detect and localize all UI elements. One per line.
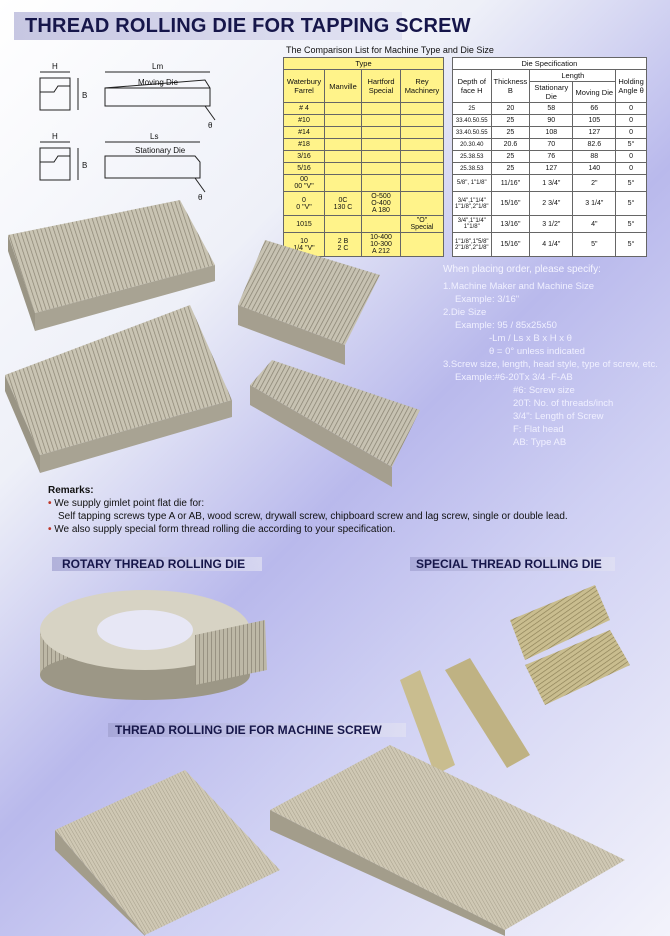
table-row xyxy=(284,103,647,115)
product-photos-flat-dies xyxy=(0,195,440,505)
remarks-heading: Remarks: xyxy=(48,485,94,496)
cell-stationary: 1 3/4" xyxy=(530,175,573,192)
spec-header: Die Specification xyxy=(453,58,647,70)
bullet-icon: • xyxy=(48,498,55,509)
cell-moving: 2" xyxy=(573,175,616,192)
cell-angle: 0 xyxy=(616,163,646,175)
cell-rey xyxy=(401,151,444,163)
stationary-die-profile xyxy=(40,156,70,162)
rotary-title: ROTARY THREAD ROLLING DIE xyxy=(62,557,246,571)
cell-rey xyxy=(401,175,444,192)
order-item: Example:#6-20Tx 3/4 -F-AB xyxy=(455,372,573,383)
table-row xyxy=(284,139,647,151)
bullet-icon: • xyxy=(48,524,55,535)
order-item: AB: Type AB xyxy=(513,437,567,448)
cell-angle: 5° xyxy=(616,139,646,151)
cell-angle: 5° xyxy=(616,233,646,257)
cell-angle: 0 xyxy=(616,115,646,127)
cell-stationary: 4 1/4" xyxy=(530,233,573,257)
label-h: H xyxy=(52,62,58,71)
order-item: 2.Die Size xyxy=(443,307,487,318)
cell-moving: 66 xyxy=(573,103,616,115)
cell-angle: 0 xyxy=(616,103,646,115)
order-item: F: Flat head xyxy=(513,424,564,435)
cell-manville: 2 B 2 C xyxy=(325,233,362,257)
cell-hartford xyxy=(362,115,401,127)
cell-depth: 1"1/8",1"5/8" 2"1/8",2"1/8" xyxy=(453,233,492,257)
order-item: #6: Screw size xyxy=(513,385,575,396)
cell-depth: 25.38.53 xyxy=(453,151,492,163)
cell-manville xyxy=(325,103,362,115)
cell-depth: 5/8", 1"1/8" xyxy=(453,175,492,192)
order-heading: When placing order, please specify: xyxy=(443,264,601,275)
cell-manville: 0C 130 C xyxy=(325,192,362,216)
remark-3: We also supply special form thread rolling die according to your specification. xyxy=(54,524,396,535)
cell-rey xyxy=(401,139,444,151)
cell-hartford xyxy=(362,139,401,151)
order-item: 3.Screw size, length, head style, type of screw, etc. xyxy=(443,359,658,370)
cell-thickness: 11/16" xyxy=(491,175,530,192)
machine-title: THREAD ROLLING DIE FOR MACHINE SCREW xyxy=(115,723,382,737)
cell-moving: 127 xyxy=(573,127,616,139)
cell-manville xyxy=(325,127,362,139)
cell-moving: 3 1/4" xyxy=(573,192,616,216)
cell-thickness: 25 xyxy=(491,115,530,127)
cell-hartford xyxy=(362,103,401,115)
cell-angle: 0 xyxy=(616,127,646,139)
cell-stationary: 108 xyxy=(530,127,573,139)
remark-1: We supply gimlet point flat die for: xyxy=(54,498,205,509)
table-row xyxy=(284,151,647,163)
label-theta-2: θ xyxy=(198,193,203,202)
cell-thickness: 25 xyxy=(491,151,530,163)
cell-manville xyxy=(325,139,362,151)
cell-manville xyxy=(325,175,362,192)
order-item: θ = 0° unless indicated xyxy=(489,346,585,357)
cell-depth: 3/4",1"1/4" 1"1/8" xyxy=(453,216,492,233)
cell-thickness: 15/16" xyxy=(491,233,530,257)
col-thickness: Thickness B xyxy=(491,70,530,103)
cell-stationary: 3 1/2" xyxy=(530,216,573,233)
table-row xyxy=(284,163,647,175)
cell-hartford xyxy=(362,175,401,192)
cell-moving: 88 xyxy=(573,151,616,163)
rotary-die-bore xyxy=(97,610,193,650)
cell-angle: 0 xyxy=(616,151,646,163)
cell-waterbury: #10 xyxy=(284,115,325,127)
cell-waterbury: 10 1/4 "V" xyxy=(284,233,325,257)
order-item: Example: 3/16" xyxy=(455,294,520,305)
col-moving: Moving Die xyxy=(573,82,616,103)
cell-manville xyxy=(325,115,362,127)
cell-angle: 5° xyxy=(616,216,646,233)
cell-rey xyxy=(401,163,444,175)
stationary-die-end-view xyxy=(40,148,70,180)
cell-hartford xyxy=(362,127,401,139)
order-item: 3/4": Length of Screw xyxy=(513,411,604,422)
cell-depth: 20.30.40 xyxy=(453,139,492,151)
label-b-2: B xyxy=(82,161,88,170)
col-hartford: Hartford Special xyxy=(362,70,401,103)
machine-screw-die-photo xyxy=(40,740,630,936)
cell-thickness: 13/16" xyxy=(491,216,530,233)
cell-rey xyxy=(401,115,444,127)
table-row xyxy=(284,127,647,139)
cell-thickness: 25 xyxy=(491,163,530,175)
cell-depth: 3/4",1"1/4" 1"1/8",2"1/8" xyxy=(453,192,492,216)
cell-thickness: 25 xyxy=(491,127,530,139)
cell-waterbury: 5/16 xyxy=(284,163,325,175)
label-moving-die: Moving Die xyxy=(138,78,179,87)
remarks-list xyxy=(48,497,568,536)
cell-angle: 5° xyxy=(616,192,646,216)
cell-manville xyxy=(325,163,362,175)
cell-thickness: 20.6 xyxy=(491,139,530,151)
cell-moving: 105 xyxy=(573,115,616,127)
machine-die-1 xyxy=(55,770,280,935)
table-title: The Comparison List for Machine Type and Die Size xyxy=(286,45,494,55)
stationary-die-side-view xyxy=(105,156,200,178)
cell-waterbury: #18 xyxy=(284,139,325,151)
cell-moving: 4" xyxy=(573,216,616,233)
label-b: B xyxy=(82,91,88,100)
label-ls: Ls xyxy=(150,132,159,141)
cell-moving: 5" xyxy=(573,233,616,257)
table-row xyxy=(284,175,647,192)
moving-die-profile xyxy=(40,86,70,92)
cell-depth: 33.40.50.55 xyxy=(453,115,492,127)
table-row xyxy=(284,115,647,127)
cell-depth: 25 xyxy=(453,103,492,115)
cell-stationary: 2 3/4" xyxy=(530,192,573,216)
cell-waterbury: 3/16 xyxy=(284,151,325,163)
page-title: THREAD ROLLING DIE FOR TAPPING SCREW xyxy=(25,15,471,37)
order-item: -Lm / Ls x B x H x θ xyxy=(489,333,572,344)
col-stationary: Stationary Die xyxy=(530,82,573,103)
die-diagram xyxy=(30,58,270,208)
remark-2: Self tapping screws type A or AB, wood screw, drywall screw, chipboard screw and lag screw, single or double lead. xyxy=(58,511,568,522)
cell-manville xyxy=(325,151,362,163)
cell-rey xyxy=(401,103,444,115)
col-rey: Rey Machinery xyxy=(401,70,444,103)
col-length: Length xyxy=(530,70,616,82)
cell-depth: 33.40.50.55 xyxy=(453,127,492,139)
cell-waterbury: # 4 xyxy=(284,103,325,115)
col-waterbury: Waterbury Farrel xyxy=(284,70,325,103)
cell-moving: 82.6 xyxy=(573,139,616,151)
cell-waterbury: 00 00 "V" xyxy=(284,175,325,192)
cell-hartford: 10-400 10-300 A 212 xyxy=(362,233,401,257)
cell-stationary: 58 xyxy=(530,103,573,115)
cell-stationary: 90 xyxy=(530,115,573,127)
cell-depth: 25.38.53 xyxy=(453,163,492,175)
label-theta: θ xyxy=(208,121,213,130)
label-h-2: H xyxy=(52,132,58,141)
cell-thickness: 15/16" xyxy=(491,192,530,216)
order-instructions xyxy=(443,280,663,449)
cell-stationary: 70 xyxy=(530,139,573,151)
label-lm: Lm xyxy=(152,62,164,71)
type-header: Type xyxy=(284,58,444,70)
cell-hartford xyxy=(362,163,401,175)
cell-thickness: 20 xyxy=(491,103,530,115)
cell-hartford: O-500 O-400 A 180 xyxy=(362,192,401,216)
cell-angle: 5° xyxy=(616,175,646,192)
rotary-die-photo xyxy=(35,575,275,705)
cell-waterbury: 1015 xyxy=(284,216,325,233)
cell-stationary: 127 xyxy=(530,163,573,175)
cell-waterbury: 0 0 "V" xyxy=(284,192,325,216)
cell-hartford xyxy=(362,151,401,163)
cell-moving: 140 xyxy=(573,163,616,175)
moving-die-end-view xyxy=(40,78,70,110)
cell-rey: "O" Special xyxy=(401,216,444,233)
order-item: 20T: No. of threads/inch xyxy=(513,398,614,409)
col-angle: Holding Angle θ xyxy=(616,70,646,103)
order-item: Example: 95 / 85x25x50 xyxy=(455,320,557,331)
col-manville: Manville xyxy=(325,70,362,103)
label-stationary-die: Stationary Die xyxy=(135,146,186,155)
cell-stationary: 76 xyxy=(530,151,573,163)
cell-rey xyxy=(401,127,444,139)
special-title: SPECIAL THREAD ROLLING DIE xyxy=(416,557,602,571)
order-item: 1.Machine Maker and Machine Size xyxy=(443,281,595,292)
cell-waterbury: #14 xyxy=(284,127,325,139)
col-depth: Depth of face H xyxy=(453,70,492,103)
